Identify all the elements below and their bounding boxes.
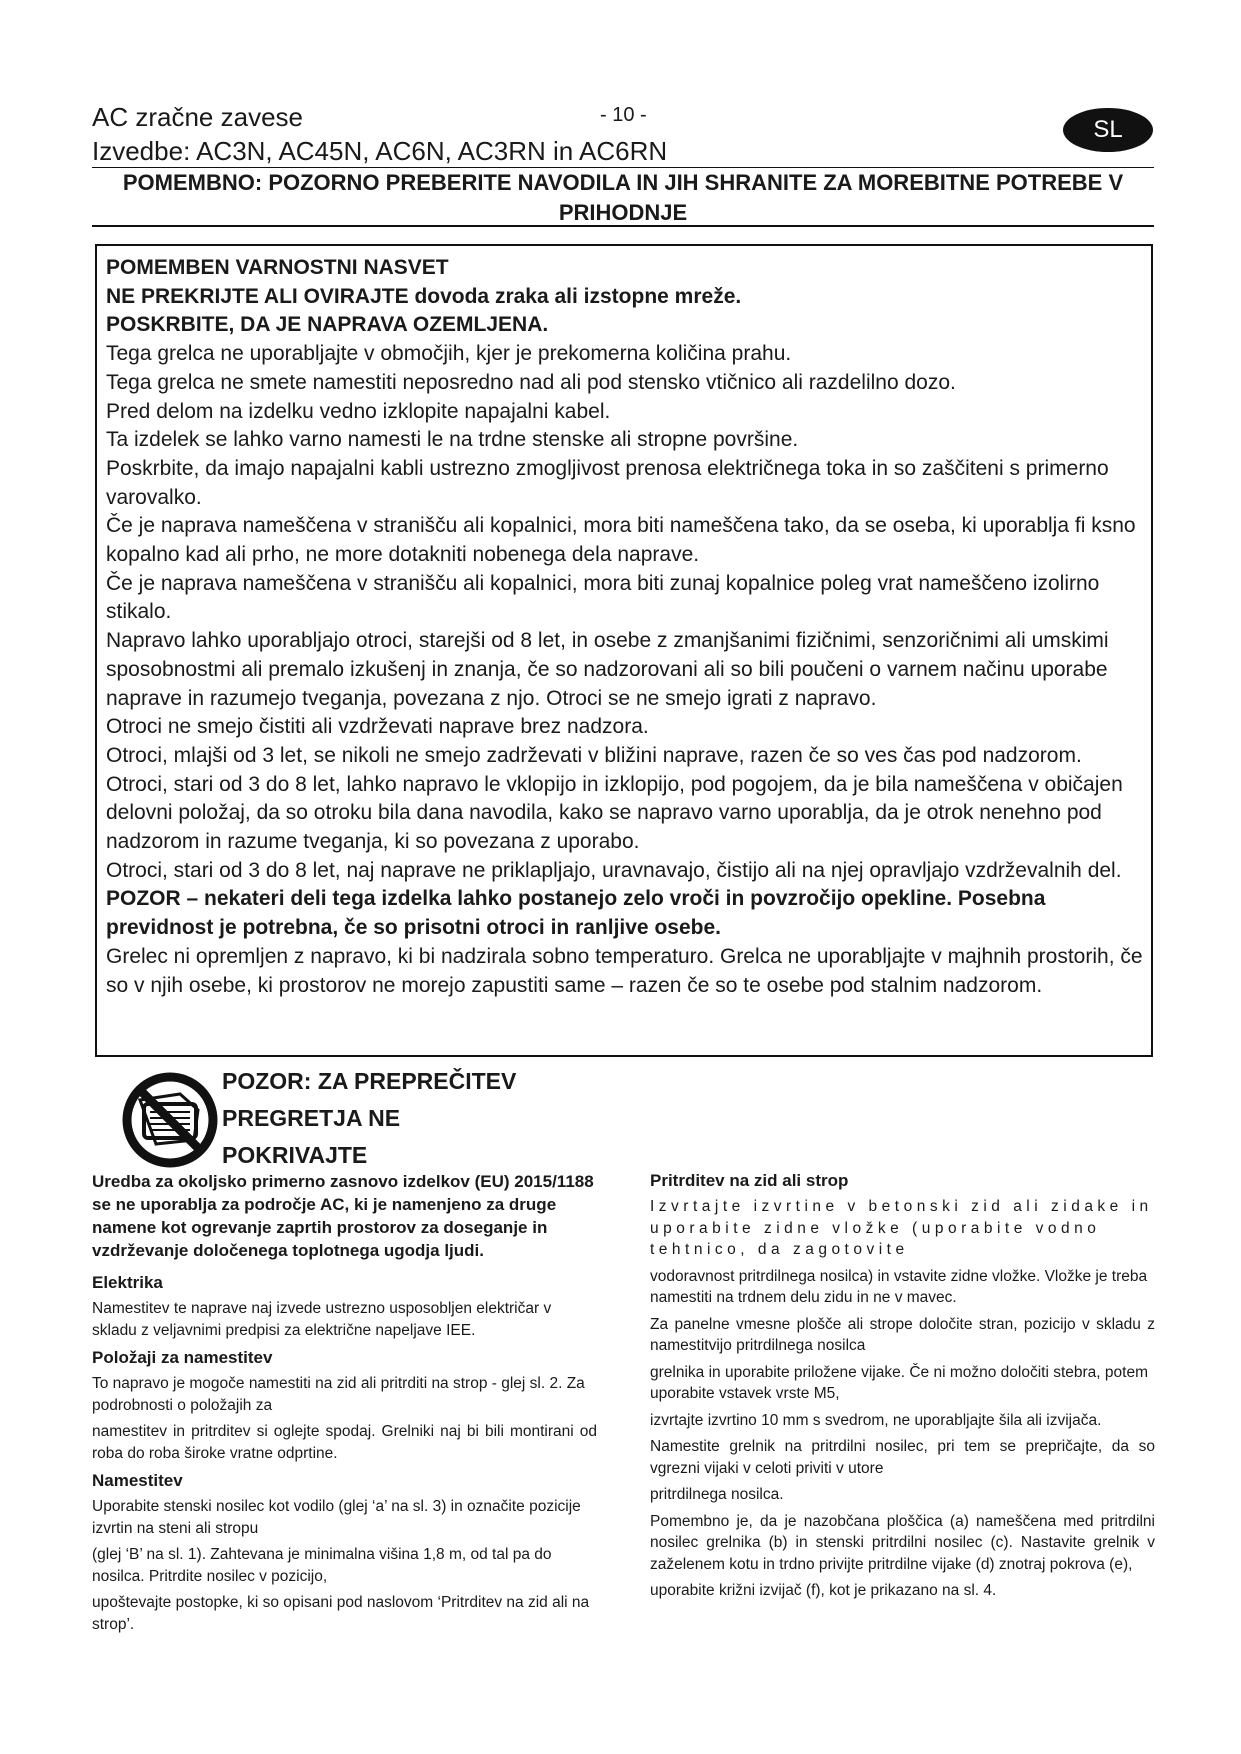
safety-paragraph: Grelec ni opremljen z napravo, ki bi nadzirala sobno temperaturo. Grelca ne uporabljajte v majhnih prostorih, če so v njih osebe, ki prostorov ne morejo zapustiti same – razen če so te osebe pod stalnim nadzorom. xyxy=(106,944,1143,997)
safety-paragraph: Otroci, stari od 3 do 8 let, lahko napravo le vklopijo in izklopijo, pod pogojem, da je bila nameščena v običajen delovni položaj, da so otroku bila dana navodila, kako se napravo varno uporablja, da je otrok nenehno pod nadzorom in razume tveganja, ki so povezana z uporabo. xyxy=(106,772,1123,854)
safety-caution: POZOR – nekateri deli tega izdelka lahko postanejo zelo vroči in povzročijo opekline. Posebna previdnost je potrebna, če so prisotni otroci in ranljive osebe. xyxy=(106,887,1046,940)
section-title-pritrditev: Pritrditev na zid ali strop xyxy=(650,1171,849,1190)
safety-heading: POMEMBEN VARNOSTNI NASVET xyxy=(106,256,449,279)
safety-paragraph: Ta izdelek se lahko varno namesti le na trdne stenske ali stropne površine. xyxy=(106,428,799,452)
warning-line: PREGRETJA NE xyxy=(222,1105,401,1131)
section-title-elektrika: Elektrika xyxy=(92,1273,163,1292)
section-title-namestitev: Namestitev xyxy=(92,1471,183,1490)
section-text: Namestite grelnik na pritrdilni nosilec, pri tem se prepričajte, da so vgrezni vijaki v celoti priviti v utore xyxy=(650,1438,1155,1477)
document-title: AC zračne zavese xyxy=(92,102,303,132)
section-text: To napravo je mogoče namestiti na zid ali pritrditi na strop - glej sl. 2. Za podrobnosti o položajih za xyxy=(92,1375,585,1414)
left-column xyxy=(92,1170,597,1640)
section-text: Izvrtajte izvrtine v betonski zid ali zidake in uporabite zidne vložke (uporabite vodno tehtnico, da zagotovite xyxy=(650,1198,1153,1258)
safety-paragraph: Če je naprava nameščena v stranišču ali kopalnici, mora biti nameščena tako, da se oseba, ki uporablja fi ksno kopalno kad ali prho, ne more dotakniti nobenega dela naprave. xyxy=(106,514,1136,567)
section-text: vodoravnost pritrdilnega nosilca) in vstavite zidne vložke. Vložke je treba namestiti na trdnem delu zidu in ne v mavec. xyxy=(650,1267,1148,1306)
section-text: namestitev in pritrditev si oglejte spodaj. Grelniki naj bi bili montirani od roba do roba široke vratne odprtine. xyxy=(92,1423,597,1462)
section-text: Pomembno je, da je nazobčana ploščica (a) nameščena med pritrdilni nosilec grelnika (b) in stenski pritrdilni nosilec (c). Nastavite grelnik v zaželenem kotu in trdno privijte pritrdilne vijake (d) znotraj pokrova (e), xyxy=(650,1512,1155,1573)
section-text: pritrdilnega nosilca. xyxy=(650,1486,784,1503)
section-text: upoštevajte postopke, ki so opisani pod naslovom ‘Pritrditev na zid ali na strop’. xyxy=(92,1594,590,1633)
document-subtitle: Izvedbe: AC3N, AC45N, AC6N, AC3RN in AC6RN xyxy=(92,136,668,166)
safety-paragraph: Če je naprava nameščena v stranišču ali kopalnici, mora biti zunaj kopalnice poleg vrat nameščeno izolirno stikalo. xyxy=(106,571,1100,624)
safety-paragraph: Poskrbite, da imajo napajalni kabli ustrezno zmogljivost prenosa električnega toka in so zaščiteni s primerno varovalko. xyxy=(106,456,1109,509)
safety-paragraph: Tega grelca ne smete namestiti neposredno nad ali pod stensko vtičnico ali razdelilno dozo. xyxy=(106,370,956,394)
notice-rule xyxy=(92,225,1154,227)
safety-paragraph: Pred delom na izdelku vedno izklopite napajalni kabel. xyxy=(106,399,611,423)
safety-paragraph: Otroci, mlajši od 3 let, se nikoli ne smejo zadrževati v bližini naprave, razen če so ves čas pod nadzorom. xyxy=(106,743,1082,767)
overheating-warning xyxy=(222,1063,516,1174)
do-not-cover-icon xyxy=(120,1070,220,1170)
ecodesign-note: Uredba za okoljsko primerno zasnovo izdelkov (EU) 2015/1188 se ne uporablja za področje AC, ki je namenjeno za druge namene kot ogrevanje zaprtih prostorov za doseganje in vzdrževanje določenega toplotnega ugodja ljudi. xyxy=(92,1172,594,1260)
safety-paragraph: Tega grelca ne uporabljajte v območjih, kjer je prekomerna količina prahu. xyxy=(106,342,792,366)
section-text: Uporabite stenski nosilec kot vodilo (glej ‘a’ na sl. 3) in označite pozicije izvrtin na steni ali stropu xyxy=(92,1498,581,1537)
language-badge: SL xyxy=(1063,108,1153,152)
warning-line: POZOR: ZA PREPREČITEV xyxy=(222,1068,517,1094)
section-text: izvrtajte izvrtino 10 mm s svedrom, ne uporabljajte šila ali izvijača. xyxy=(650,1411,1102,1429)
safety-paragraph: Otroci ne smejo čistiti ali vzdrževati naprave brez nadzora. xyxy=(106,715,649,739)
safety-paragraph: Otroci, stari od 3 do 8 let, naj naprave ne priklapljajo, uravnavajo, čistijo ali na njej opravljajo vzdrževalnih del. xyxy=(106,858,1122,882)
safety-paragraph: Napravo lahko uporabljajo otroci, starejši od 8 let, in osebe z zmanjšanimi fizičnimi, senzoričnimi ali umskimi sposobnostmi ali premalo izkušenj in znanja, če so nadzorovani ali so bili poučeni o varnem načinu uporabe naprave in razumejo tveganja, povezana z njo. Otroci se ne smejo igrati z napravo. xyxy=(106,629,1109,710)
page-number: - 10 - xyxy=(600,104,647,126)
section-title-polozaji: Položaji za namestitev xyxy=(92,1348,273,1367)
section-text: grelnika in uporabite priložene vijake. Če ni možno določiti stebra, potem uporabite vstavek vrste M5, xyxy=(650,1363,1148,1402)
section-text: Za panelne vmesne plošče ali strope določite stran, pozicijo v skladu z namestitvijo pritrdilnega nosilca xyxy=(650,1315,1155,1354)
safety-bold-line: POSKRBITE, DA JE NAPRAVA OZEMLJENA. xyxy=(106,313,549,337)
warning-line: POKRIVAJTE xyxy=(222,1142,368,1168)
section-text: (glej ‘B’ na sl. 1). Zahtevana je minimalna višina 1,8 m, od tal pa do nosilca. Pritrdite nosilec v pozicijo, xyxy=(92,1546,552,1585)
important-notice: POMEMBNO: POZORNO PREBERITE NAVODILA IN JIH SHRANITE ZA MOREBITNE POTREBE V PRIHODNJE xyxy=(122,170,1124,225)
section-text: Namestitev te naprave naj izvede ustrezno usposobljen električar v skladu z veljavnimi predpisi za električne napeljave IEE. xyxy=(92,1300,552,1339)
safety-bold-line: NE PREKRIJTE ALI OVIRAJTE dovoda zraka ali izstopne mreže. xyxy=(106,284,742,308)
safety-advice-box xyxy=(95,244,1153,1057)
section-text: uporabite križni izvijač (f), kot je prikazano na sl. 4. xyxy=(650,1582,997,1599)
right-column xyxy=(650,1170,1155,1607)
